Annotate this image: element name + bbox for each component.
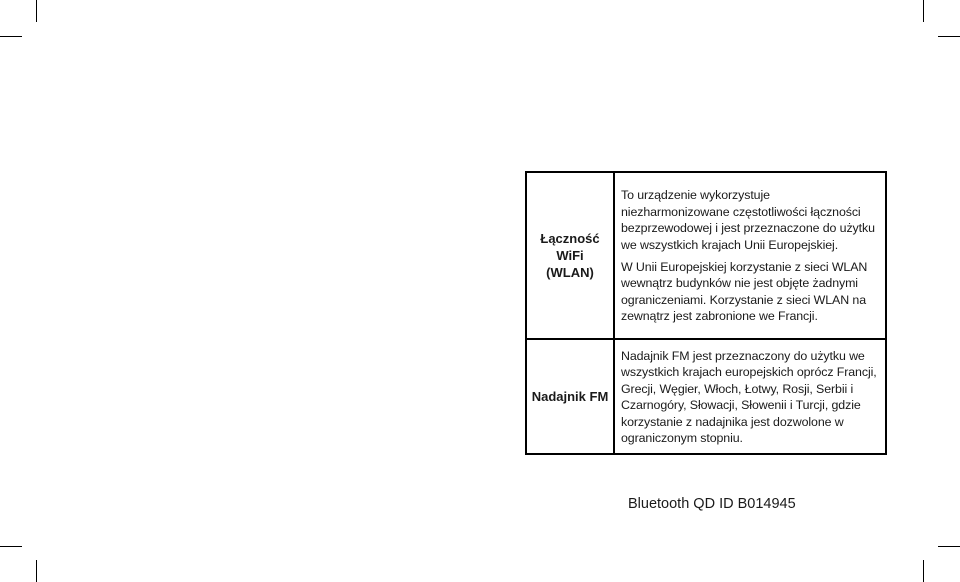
fm-paragraph-1: Nadajnik FM jest przeznaczony do użytku we wszystkich krajach europejskich oprócz Francji, Grecji, Węgier, Włoch, Łotwy, Rosji, Serbii i Czarnogóry, Słowacji, Słowenii i Turcji, gdzie korzystanie z nadajnika jest dozwolone w ograniczonym stopniu. xyxy=(621,349,877,446)
table-row-fm xyxy=(526,339,886,454)
row-label-wifi-line2: (WLAN) xyxy=(546,265,594,280)
row-label-wifi-line1: Łączność WiFi xyxy=(540,231,600,263)
crop-mark-left-top xyxy=(0,36,22,37)
crop-mark-left-bottom xyxy=(0,546,22,547)
crop-mark-top-left xyxy=(36,0,37,22)
crop-mark-bottom-left xyxy=(36,560,37,582)
crop-mark-right-bottom xyxy=(938,546,960,547)
row-label-fm xyxy=(526,339,614,454)
wifi-paragraph-2: W Unii Europejskiej korzystanie z sieci WLAN wewnątrz budynków nie jest objęte żadnymi ograniczeniami. Korzystanie z sieci WLAN na zewnątrz jest zabronione we Francji. xyxy=(621,260,868,324)
table-row-wifi xyxy=(526,172,886,339)
row-label-wifi xyxy=(526,172,614,339)
crop-mark-top-right xyxy=(923,0,924,22)
row-label-fm-line1: Nadajnik FM xyxy=(531,389,609,405)
row-description-wifi xyxy=(614,172,886,339)
bluetooth-qd-id: Bluetooth QD ID B014945 xyxy=(628,496,796,512)
compliance-table xyxy=(525,171,887,455)
crop-mark-right-top xyxy=(938,36,960,37)
crop-mark-bottom-right xyxy=(923,560,924,582)
wifi-paragraph-1: To urządzenie wykorzystuje niezharmonizowane częstotliwości łączności bezprzewodowej i jest przeznaczone do użytku we wszystkich krajach Unii Europejskiej. xyxy=(621,188,875,252)
row-description-fm xyxy=(614,339,886,454)
